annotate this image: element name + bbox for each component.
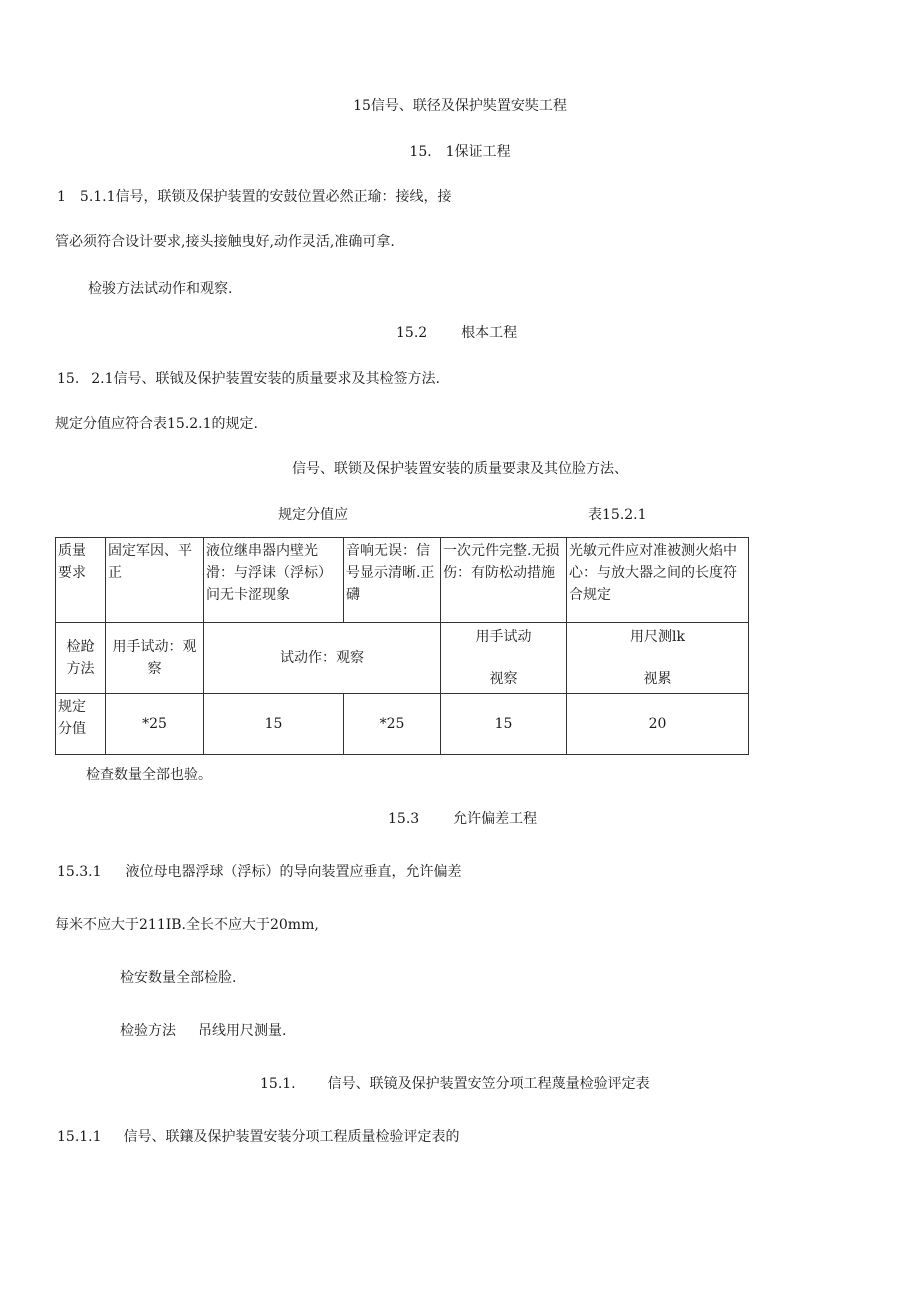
table-row-quality-requirements — [56, 538, 749, 623]
table-cell: 15 — [441, 694, 567, 755]
clause-15-1-1b — [57, 1127, 460, 1147]
table-cell: 液位继串器内壁光滑：与浮诔（浮标）问无卡涩现象 — [204, 538, 344, 623]
section-number: 15.3 — [388, 811, 420, 827]
row-header-quality-requirements: 质量 要求 — [56, 538, 106, 623]
section-number: 15. — [409, 144, 432, 160]
table-cell: 20 — [567, 694, 749, 755]
section-heading-15-2 — [396, 323, 517, 343]
clause-number: 15.1.1 — [57, 1129, 102, 1145]
table-number: 表15.2.1 — [588, 507, 647, 523]
clause-15-3-1-continued: 每米不应大于211IB.全长不应大于20mm, — [55, 917, 319, 933]
clause-15-1-1 — [57, 187, 452, 207]
inspection-method-2 — [120, 1021, 286, 1041]
table-cell: *25 — [344, 694, 441, 755]
table-cell: 用手试动：观 察 — [106, 623, 204, 694]
section-number: 15.1. — [260, 1076, 296, 1092]
clause-15-2-1-continued: 规定分值应符合表15.2.1的规定. — [55, 416, 258, 432]
clause-number: 15. — [57, 371, 80, 387]
clause-15-3-1 — [57, 862, 462, 882]
section-heading-15-3 — [388, 809, 537, 829]
clause-15-1-1-continued: 管必须符合设计要求,接头接触曳好,动作灵活,准确可拿. — [55, 234, 395, 250]
clause-15-2-1 — [57, 369, 440, 389]
section-number: 15.2 — [396, 325, 428, 341]
table-cell: 音响无误：信号显示清晰.正礴 — [344, 538, 441, 623]
table-subtitle: 规定分值应 — [278, 507, 348, 523]
table-cell: *25 — [106, 694, 204, 755]
section-heading-15-1b — [260, 1074, 650, 1094]
table-cell: 光敏元件应对准被测火焰中心：与放大器之间的长度符合规定 — [567, 538, 749, 623]
section-title: 信号、联镜及保护装置安笠分项工程蔑量检验评定表 — [327, 1076, 650, 1092]
main-heading: 15信号、联径及保护奘置安奘工程 — [353, 98, 567, 114]
clause-text: 信号、联鑲及保护装置安装分项工程质量检验评定表的 — [123, 1129, 460, 1145]
table-cell: 用手试动 视察 — [441, 623, 567, 694]
inspection-quantity-1: 检查数量全部也验。 — [86, 767, 212, 783]
method-text: 吊线用尺测量. — [198, 1023, 287, 1039]
quality-requirements-table — [55, 537, 749, 755]
table-row-specified-score — [56, 694, 749, 755]
section-title: 1保证工程 — [445, 144, 511, 160]
clause-number: 1 — [57, 189, 66, 205]
clause-text: 2.1信号、联钺及保护装置安装的质量要求及其检签方法. — [91, 371, 440, 387]
inspection-quantity-2: 检安数量全部检脸. — [120, 970, 237, 986]
table-title: 信号、联锁及保护装置安装的质量要隶及其位脸方法、 — [292, 461, 628, 477]
table-cell: 试动作：观察 — [204, 623, 441, 694]
clause-text: 5.1.1信号，联锁及保护装置的安鼓位置必然正瑜：接线，接 — [79, 189, 452, 205]
section-heading-15-1 — [0, 142, 920, 162]
method-label: 检验方法 — [120, 1023, 176, 1039]
section-title: 允许偏差工程 — [453, 811, 538, 827]
table-cell: 固定军因、平正 — [106, 538, 204, 623]
inspection-method-1: 检骏方法试动作和观察. — [88, 281, 233, 297]
table-cell: 用尺测lk 视累 — [567, 623, 749, 694]
table-row-inspection-method — [56, 623, 749, 694]
table-cell: 一次元件完整.无损伤：有防松动措施 — [441, 538, 567, 623]
row-header-specified-score: 规定 分值 — [56, 694, 106, 755]
section-title: 根本工程 — [461, 325, 518, 341]
table-cell: 15 — [204, 694, 344, 755]
clause-text: 液位母电器浮球（浮标）的导向装置应垂直，允许偏差 — [125, 864, 462, 880]
row-header-inspection-method: 检跄 方法 — [56, 623, 106, 694]
clause-number: 15.3.1 — [57, 864, 102, 880]
